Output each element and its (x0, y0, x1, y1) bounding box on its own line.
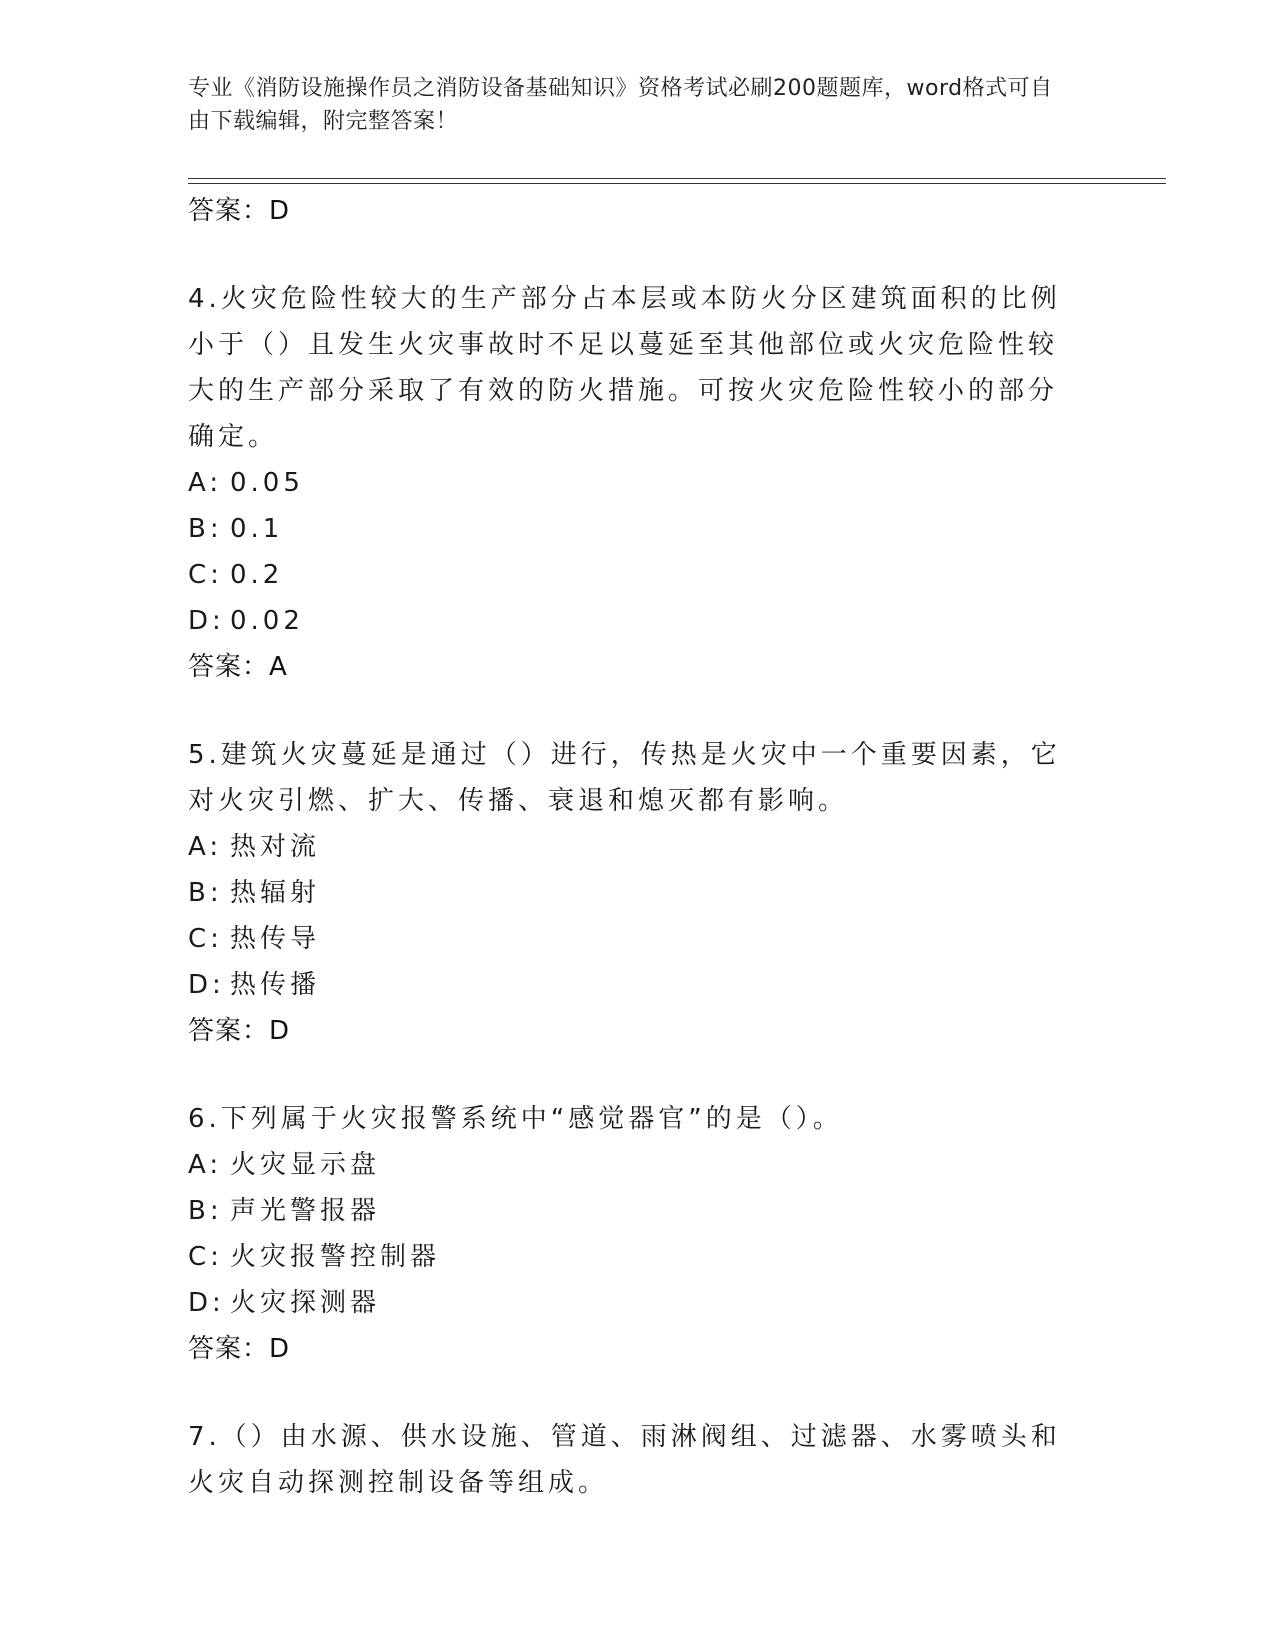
option-text: 火灾探测器 (230, 1288, 381, 1318)
option-letter: B: (188, 1196, 223, 1226)
option-letter: B: (188, 514, 223, 544)
question-text: 7.（）由水源、供水设施、管道、雨淋阀组、过滤器、水雾喷头和火灾自动探测控制设备等组成。 (188, 1422, 1061, 1498)
option-text: 声光警报器 (230, 1196, 381, 1226)
option-c (188, 1234, 1068, 1280)
option-text: 热辐射 (230, 878, 321, 908)
option-letter: A: (188, 468, 223, 498)
option-text: 0.05 (230, 468, 304, 498)
option-letter: B: (188, 878, 223, 908)
option-letter: D: (188, 970, 225, 1000)
header-divider-top (188, 178, 1166, 179)
question-text: 5.建筑火灾蔓延是通过（）进行，传热是火灾中一个重要因素，它对火灾引燃、扩大、传播、衰退和熄灭都有影响。 (188, 740, 1061, 816)
document-header: 专业《消防设施操作员之消防设备基础知识》资格考试必刷200题题库，word格式可自由下载编辑，附完整答案！ (188, 76, 1053, 134)
option-d (188, 1280, 1068, 1326)
option-d (188, 962, 1068, 1008)
option-letter: C: (188, 560, 223, 590)
answer-q6: 答案：D (188, 1334, 291, 1364)
answer-q4: 答案：A (188, 652, 288, 682)
option-letter: C: (188, 924, 223, 954)
option-text: 0.2 (230, 560, 284, 590)
option-b (188, 506, 1068, 552)
option-a (188, 824, 1068, 870)
question-block-6 (188, 1096, 1068, 1372)
option-text: 热传播 (230, 970, 321, 1000)
question-list (188, 188, 1068, 1506)
option-d (188, 598, 1068, 644)
option-c (188, 552, 1068, 598)
option-a (188, 1142, 1068, 1188)
question-block-5 (188, 732, 1068, 1054)
option-text: 火灾显示盘 (230, 1150, 381, 1180)
option-text: 热对流 (230, 832, 321, 862)
answer-q5: 答案：D (188, 1016, 291, 1046)
question-block-4 (188, 276, 1068, 690)
question-text: 4.火灾危险性较大的生产部分占本层或本防火分区建筑面积的比例小于（）且发生火灾事故时不足以蔓延至其他部位或火灾危险性较大的生产部分采取了有效的防火措施。可按火灾危险性较小的部分确定。 (188, 284, 1061, 452)
option-a (188, 460, 1068, 506)
option-c (188, 916, 1068, 962)
option-letter: C: (188, 1242, 223, 1272)
option-b (188, 870, 1068, 916)
question-block-7 (188, 1414, 1068, 1506)
answer-q3: 答案：D (188, 196, 291, 226)
option-text: 热传导 (230, 924, 321, 954)
option-text: 0.02 (230, 606, 304, 636)
option-text: 0.1 (230, 514, 284, 544)
option-b (188, 1188, 1068, 1234)
header-divider-bottom (188, 183, 1166, 184)
option-letter: D: (188, 606, 225, 636)
question-text: 6.下列属于火灾报警系统中“感觉器官”的是（）。 (188, 1104, 843, 1134)
option-text: 火灾报警控制器 (230, 1242, 441, 1272)
option-letter: A: (188, 1150, 223, 1180)
option-letter: D: (188, 1288, 225, 1318)
option-letter: A: (188, 832, 223, 862)
